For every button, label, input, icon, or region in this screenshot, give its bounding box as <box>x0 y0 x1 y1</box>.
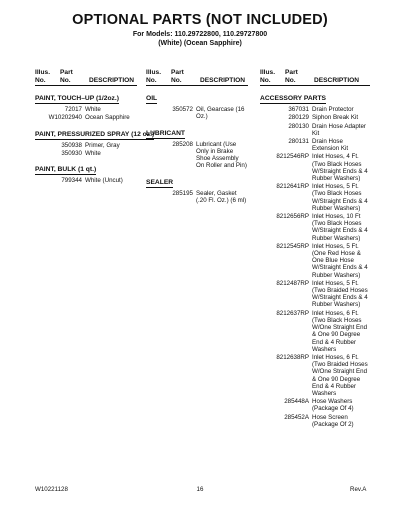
part-description: Inlet Hoses, 5 Ft. (Two Black Hoses W/Straight Ends & 4 Rubber Washers) <box>312 183 368 212</box>
part-number: 285452A <box>284 413 309 421</box>
part-number: 799344 <box>61 177 82 185</box>
part-row <box>35 106 137 113</box>
part-description: Inlet Hoses, 5 Ft. (One Red Hose & One Blue Hose W/Straight Ends & 4 Rubber Washers) <box>312 242 368 279</box>
part-number: 350572 <box>172 106 193 114</box>
section-title-text: OIL <box>146 95 158 102</box>
part-description: Drain Protector <box>312 106 354 114</box>
part-number: 285448A <box>284 398 309 406</box>
part-description: Lubricant (Use Only in Brake Shoe Assembly On Roller and Pin) <box>196 140 247 170</box>
header-description: DESCRIPTION <box>89 76 135 84</box>
part-row <box>260 213 370 242</box>
part-number: 8212656RP <box>276 213 309 221</box>
part-description: Drain Hose Adapter Kit <box>312 122 366 137</box>
part-row <box>146 106 248 120</box>
models-heading <box>0 30 400 48</box>
part-row <box>35 150 137 157</box>
parts-column-2 <box>146 67 248 205</box>
part-row <box>260 138 370 152</box>
column-header <box>260 67 370 86</box>
part-number: 8212641RP <box>276 183 309 191</box>
part-row <box>260 280 370 309</box>
part-row <box>260 153 370 182</box>
models-line: For Models: 110.29722800, 110.29727800 <box>132 31 268 38</box>
part-row <box>260 106 370 113</box>
part-row <box>35 114 137 121</box>
section-title-text: ACCESSORY PARTS <box>260 95 327 102</box>
header-description: DESCRIPTION <box>200 76 246 84</box>
part-description: Hose Screen (Package Of 2) <box>312 413 354 428</box>
part-number: 350930 <box>61 150 82 158</box>
part-number: 8212637RP <box>276 309 309 317</box>
page-number: 16 <box>196 486 204 493</box>
part-number: 280130 <box>288 122 309 130</box>
part-row <box>260 398 370 412</box>
colors-line: (White) (Ocean Sapphire) <box>158 40 242 47</box>
part-description: Inlet Hoses, 5 Ft. (Two Braided Hoses W/Straight Ends & 4 Rubber Washers) <box>312 279 368 309</box>
part-number: 72017 <box>64 106 82 114</box>
part-number: 8212546RP <box>276 153 309 161</box>
section-title <box>35 95 137 102</box>
part-row <box>260 243 370 279</box>
page-title: OPTIONAL PARTS (NOT INCLUDED) <box>72 12 328 28</box>
part-description: Drain Hose Extension Kit <box>312 138 349 153</box>
part-number: 285195 <box>172 189 193 197</box>
section-title-text: PAINT, BULK (1 qt.) <box>35 166 97 174</box>
part-number: W10202940 <box>48 114 82 122</box>
part-row <box>146 190 248 204</box>
part-row <box>260 354 370 397</box>
section-title <box>35 166 137 173</box>
column-header <box>35 67 137 86</box>
header-illus-no: Illus. No. <box>260 69 276 84</box>
part-number: 285208 <box>172 140 193 148</box>
part-number: 350938 <box>61 141 82 149</box>
section-title <box>146 130 248 137</box>
part-description: Inlet Hoses, 6 Ft. (Two Braided Hoses W/One Straight End & One 90 Degree End & 4 Rubber Washers <box>312 353 368 397</box>
part-description: Inlet Hoses, 6 Ft. (Two Black Hoses W/One Straight End & One 90 Degree End & 4 Rubber Washers <box>312 309 368 353</box>
part-row <box>146 141 248 170</box>
document-number: W10221128 <box>35 486 68 493</box>
column-header <box>146 67 248 86</box>
part-description: Siphon Break Kit <box>312 114 359 122</box>
part-description: Inlet Hoses, 10 Ft (Two Black Hoses W/Straight Ends & 4 Rubber Washers) <box>312 213 368 242</box>
header-part-no: Part No. <box>285 69 298 84</box>
part-description: Hose Washers (Package Of 4) <box>312 398 354 413</box>
section-title <box>260 95 370 102</box>
section-title-text: LUBRICANT <box>146 129 186 137</box>
header-part-no: Part No. <box>60 69 73 84</box>
section-title <box>146 179 248 186</box>
part-row <box>35 177 137 184</box>
part-row <box>260 310 370 353</box>
header-description: DESCRIPTION <box>314 76 360 84</box>
part-number: 8212545RP <box>276 242 309 250</box>
part-number: 8212487RP <box>276 279 309 287</box>
part-row <box>35 142 137 149</box>
header-part-no: Part No. <box>171 69 184 84</box>
part-row <box>260 114 370 121</box>
part-description: Ocean Sapphire <box>85 114 130 122</box>
parts-column-3 <box>260 67 370 429</box>
header-illus-no: Illus. No. <box>146 69 162 84</box>
part-number: 367031 <box>288 106 309 114</box>
part-description: Inlet Hoses, 4 Ft. (Two Black Hoses W/Straight Ends & 4 Rubber Washers) <box>312 153 368 183</box>
part-row <box>260 183 370 212</box>
part-number: 280131 <box>288 138 309 146</box>
part-description: Primer, Gray <box>85 141 120 149</box>
part-number: 8212638RP <box>276 353 309 361</box>
part-number: 280129 <box>288 114 309 122</box>
part-description: Oil, Gearcase (16 Oz.) <box>196 106 245 121</box>
section-title <box>35 130 155 138</box>
section-title-text: PAINT, PRESSURIZED SPRAY (12 oz.) <box>35 130 155 138</box>
part-description: Sealer, Gasket (.20 Fl. Oz.) (6 ml) <box>196 189 247 205</box>
revision-label: Rev.A <box>350 486 367 493</box>
header-illus-no: Illus. No. <box>35 69 51 84</box>
part-description: White (Uncut) <box>85 177 123 185</box>
part-description: White <box>85 150 101 158</box>
part-description: White <box>85 106 101 114</box>
section-title-text: PAINT, TOUCH–UP (1/2oz.) <box>35 95 119 102</box>
part-row <box>260 414 370 428</box>
section-title-text: SEALER <box>146 178 174 186</box>
part-row <box>260 123 370 137</box>
section-title <box>146 95 248 102</box>
